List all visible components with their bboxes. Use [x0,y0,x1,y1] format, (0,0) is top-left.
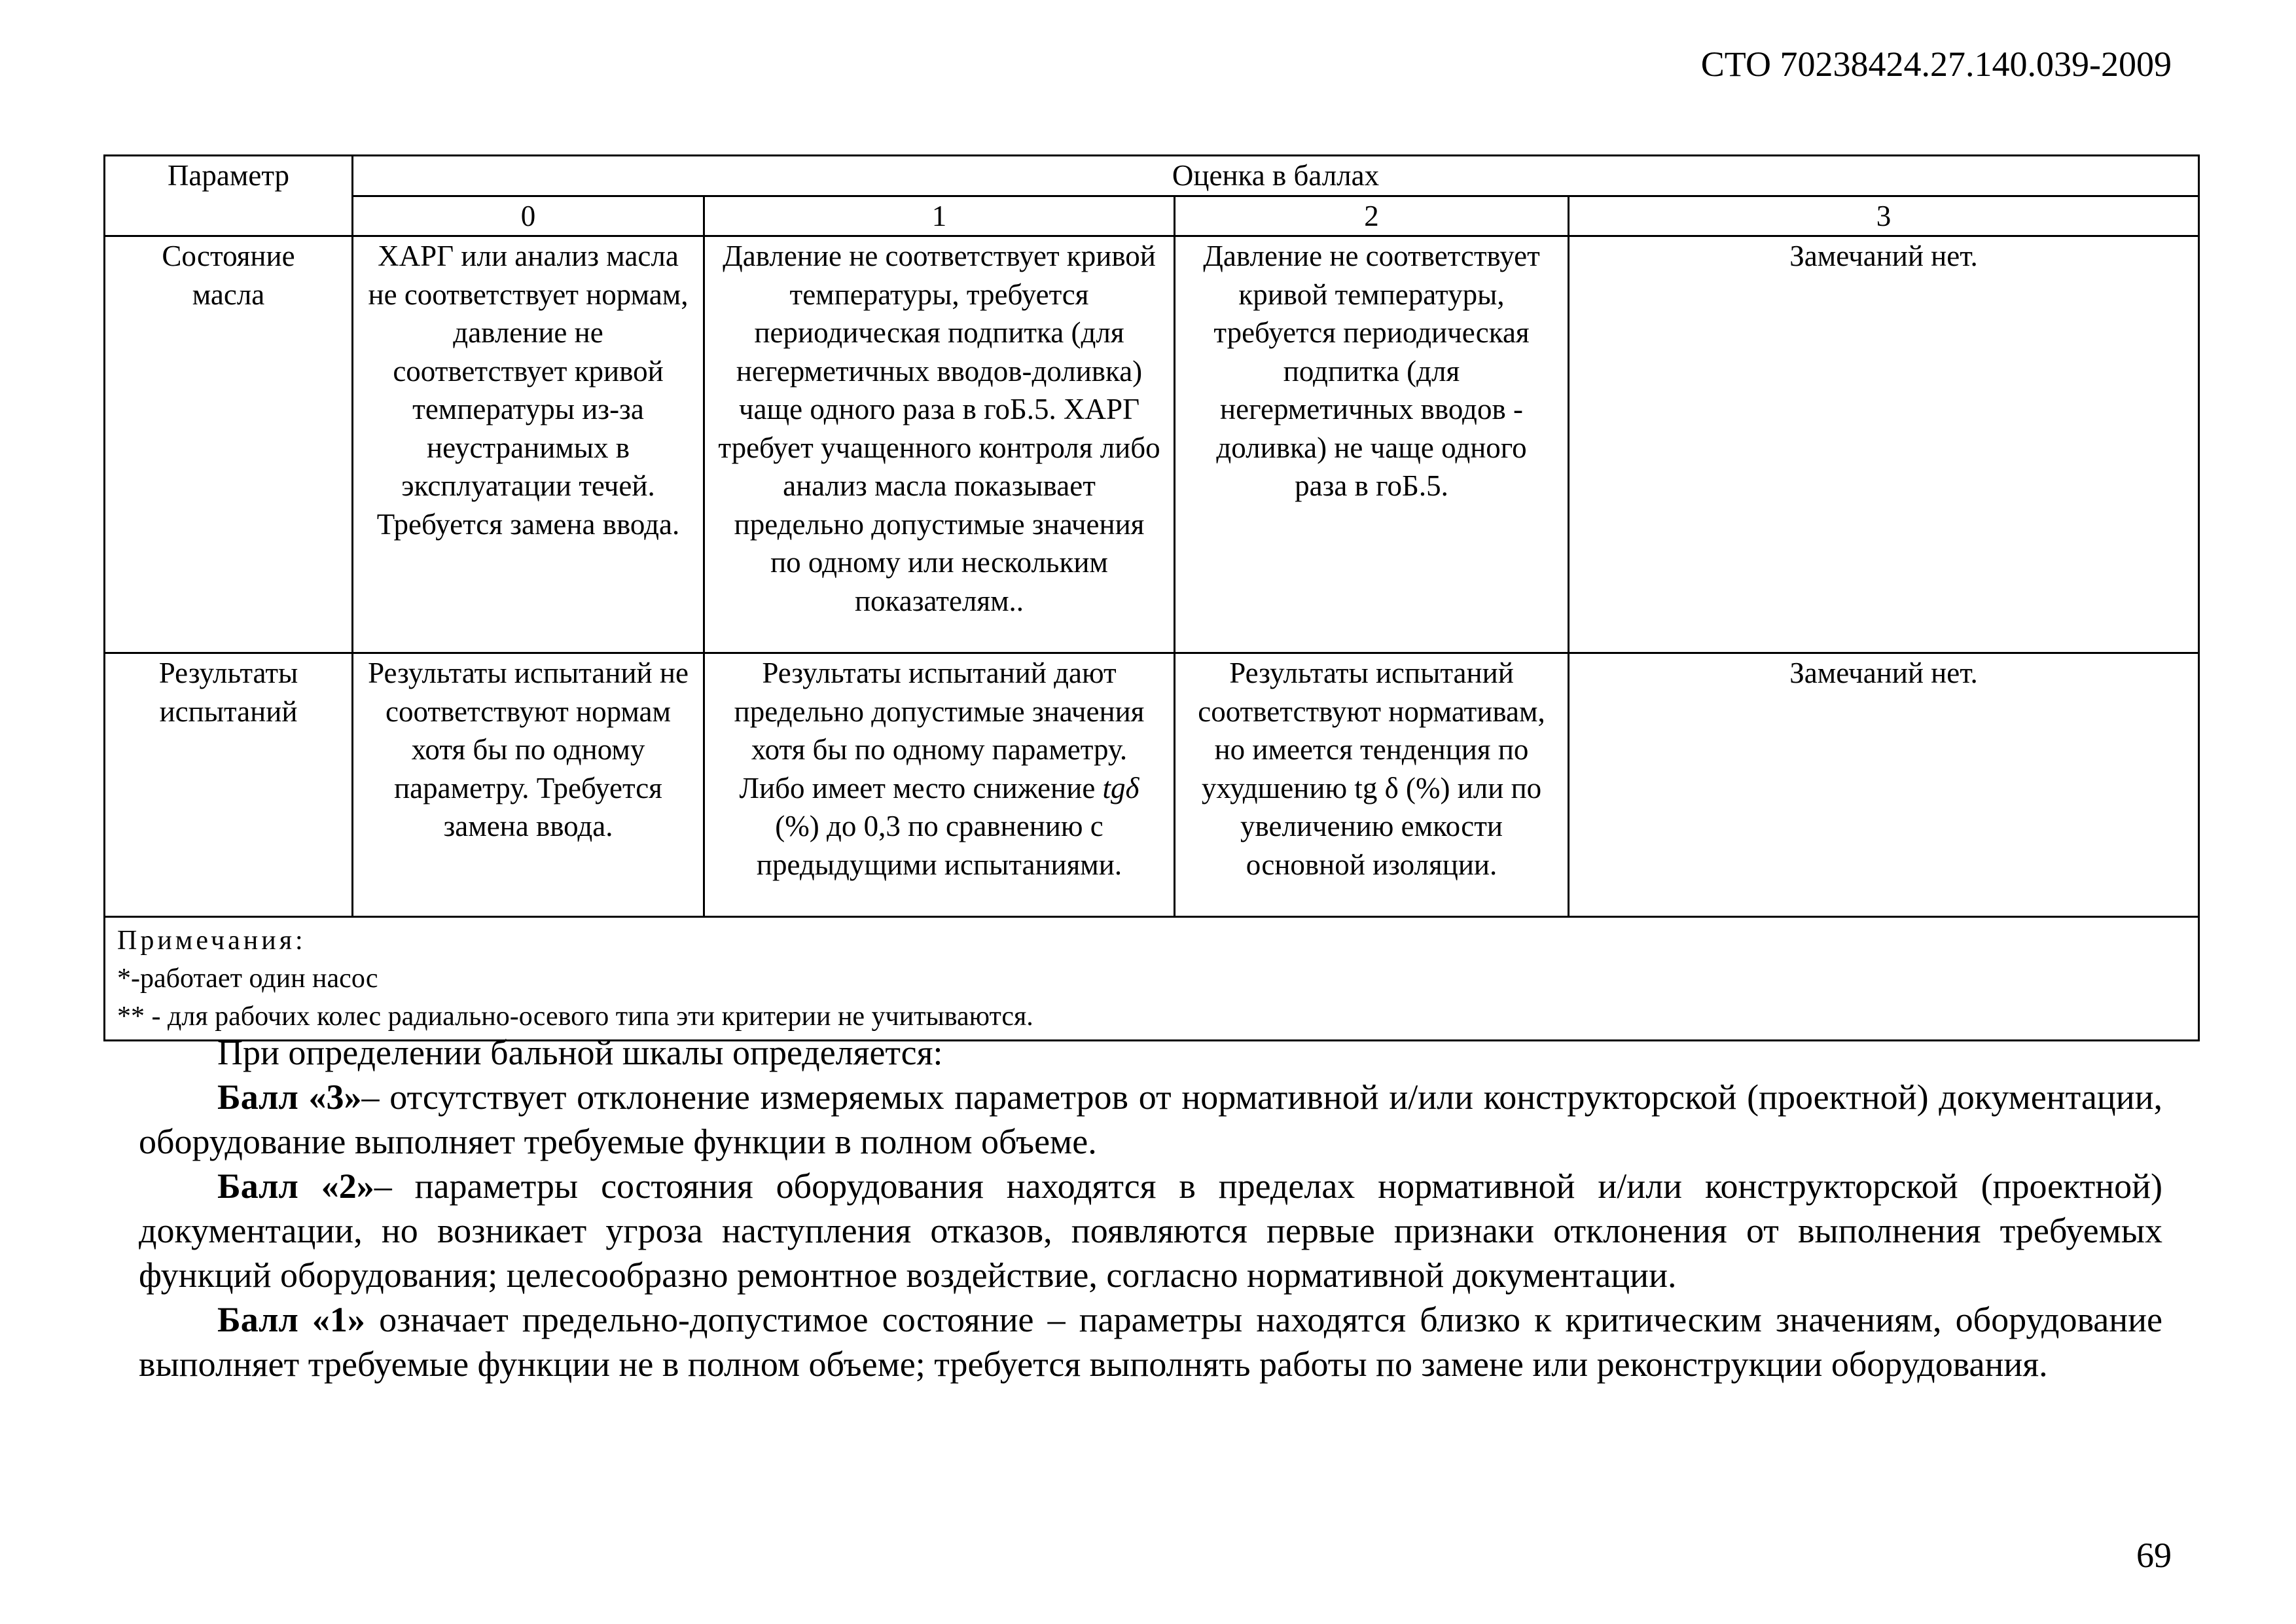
row-tests-score-0: Результаты испытаний не соответствуют нормам хотя бы по одному параметру. Требуется замена ввода. [353,653,704,917]
score-3-label: Балл «3» [217,1077,362,1117]
row-oil-score-3: Замечаний нет. [1569,236,2199,653]
body-text [139,1030,2162,1386]
score-group-header: Оценка в баллах [353,156,2199,196]
page-number: 69 [2136,1536,2172,1575]
score-2-paragraph [139,1164,2162,1297]
score-col-3-header: 3 [1569,196,2199,236]
row-tests-param: Результаты испытаний [105,653,353,917]
table-row [105,236,2199,653]
grading-table-container [103,154,2198,1041]
score-col-2-header: 2 [1175,196,1569,236]
grading-table [103,154,2200,1041]
document-code: СТО 70238424.27.140.039-2009 [1700,45,2172,84]
score-2-label: Балл «2» [217,1166,374,1206]
row-oil-score-0: ХАРГ или анализ масла не соответствует нормам, давление не соответствует кривой температуры из-за неустранимых в эксплуатации течей. Требуется замена ввода. [353,236,704,653]
row-tests-score-2: Результаты испытаний соответствуют нормативам, но имеется тенденция по ухудшению tg δ (%) или по увеличению емкости основной изоляции. [1175,653,1569,917]
note-1: *-работает один насос [117,964,378,994]
intro-paragraph: При определении бальной шкалы определяется: [217,1033,943,1072]
row-oil-param: Состояние масла [105,236,353,653]
score-3-paragraph [139,1075,2162,1164]
score-2-text: – параметры состояния оборудования находятся в пределах нормативной и/или конструкторской (проектной) документации, но возникает угроза наступления отказов, появляются первые признаки отклонения от выполнения требуемых функций оборудования; целесообразно ремонтное воздействие, согласно нормативной документации. [139,1166,2162,1295]
row-oil-score-2: Давление не соответствует кривой температуры, требуется периодическая подпитка (для негерметичных вводов - доливка) не чаще одного раза в гоБ.5. [1175,236,1569,653]
note-2: ** - для рабочих колес радиально-осевого типа эти критерии не учитываются. [117,1001,1033,1032]
score-3-text: – отсутствует отклонение измеряемых параметров от нормативной и/или конструкторской (проектной) документации, оборудование выполняет требуемые функции в полном объеме. [139,1077,2162,1161]
row-tests-score-1 [704,653,1175,917]
row-tests-score-1-part-b: (%) до 0,3 по сравнению с предыдущими испытаниями. [756,810,1122,881]
row-tests-score-1-part-a: Результаты испытаний дают предельно допустимые значения хотя бы по одному параметру. Либо имеет место снижение [734,657,1145,804]
row-tests-score-3: Замечаний нет. [1569,653,2199,917]
table-row [105,653,2199,917]
score-col-1-header: 1 [704,196,1175,236]
notes-title: Примечания: [117,926,306,956]
notes-row [105,917,2199,1041]
score-col-0-header: 0 [353,196,704,236]
row-oil-score-1: Давление не соответствует кривой температуры, требуется периодическая подпитка (для негерметичных вводов-доливка) чаще одного раза в гоБ.5. ХАРГ требует учащенного контроля либо анализ масла показывает предельно допустимые значения по одному или нескольким показателям.. [704,236,1175,653]
score-1-label: Балл «1» [217,1300,365,1339]
score-1-paragraph [139,1297,2162,1386]
tg-delta-symbol: tgδ [1102,771,1139,804]
score-1-text: означает предельно-допустимое состояние – параметры находятся близко к критическим значениям, оборудование выполняет требуемые функции не в полном объеме; требуется выполнять работы по замене или реконструкции оборудования. [139,1300,2162,1384]
param-column-header: Параметр [105,156,353,236]
notes-cell [105,917,2199,1041]
